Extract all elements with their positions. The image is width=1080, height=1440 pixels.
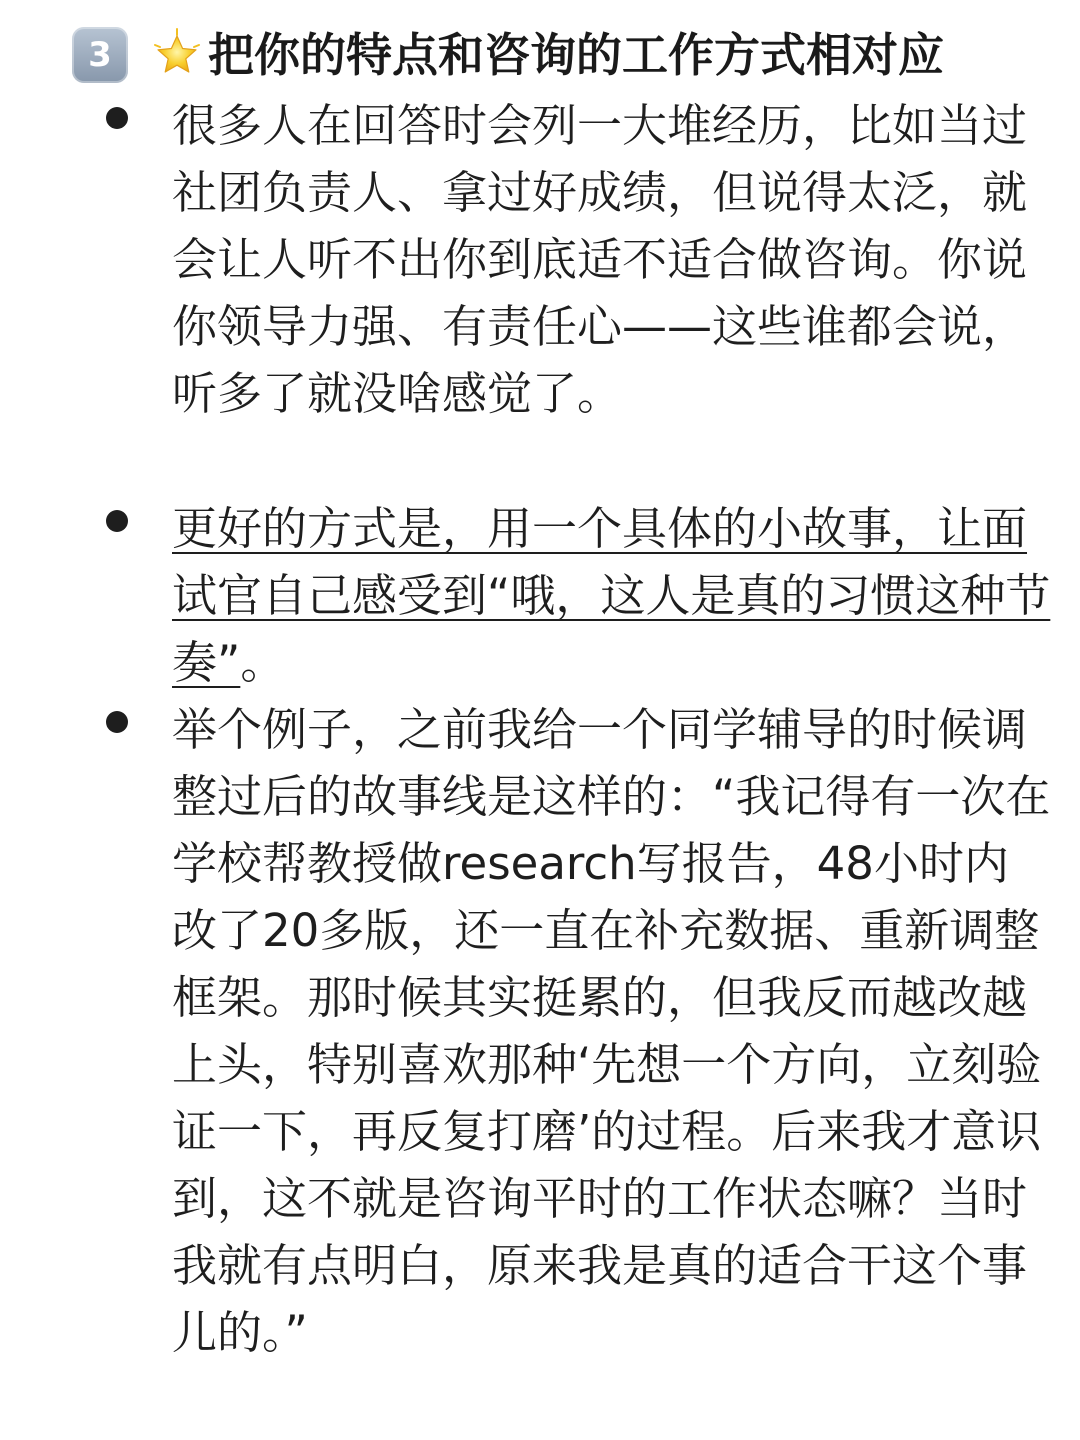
star-icon [150,28,204,82]
bullet-paragraph-1: 很多人在回答时会列一大堆经历，比如当过社团负责人、拿过好成绩，但说得太泛，就会让人听不出你到底适不适合做咨询。你说你领导力强、有责任心——这些谁都会说，听多了就没啥感觉了。 [172,99,1028,420]
paragraph-tail: 。 [240,636,286,689]
section-title: 把你的特点和咨询的工作方式相对应 [208,28,944,82]
bullet-paragraph-2 [172,495,1052,696]
section-heading [72,24,944,86]
glowing-star-icon [150,28,204,82]
bullet-dot [106,510,128,532]
bullet-dot [106,711,128,733]
keycap-number: 3 [88,35,112,75]
bullet-dot [106,107,128,129]
underlined-emphasis: 更好的方式是，用一个具体的小故事，让面试官自己感受到“哦，这人是真的习惯这种节奏” [172,502,1051,689]
bullet-paragraph-3: 举个例子，之前我给一个同学辅导的时候调整过后的故事线是这样的：“我记得有一次在学校帮教授做research写报告，48小时内改了20多版，还一直在补充数据、重新调整框架。那时候其实挺累的，但我反而越改越上头，特别喜欢那种‘先想一个方向，立刻验证一下，再反复打磨’的过程。后来我才意识到，这不就是咨询平时的工作状态嘛？当时我就有点明白，原来我是真的适合干这个事儿的。” [172,703,1051,1359]
keycap-number-badge [72,27,128,83]
